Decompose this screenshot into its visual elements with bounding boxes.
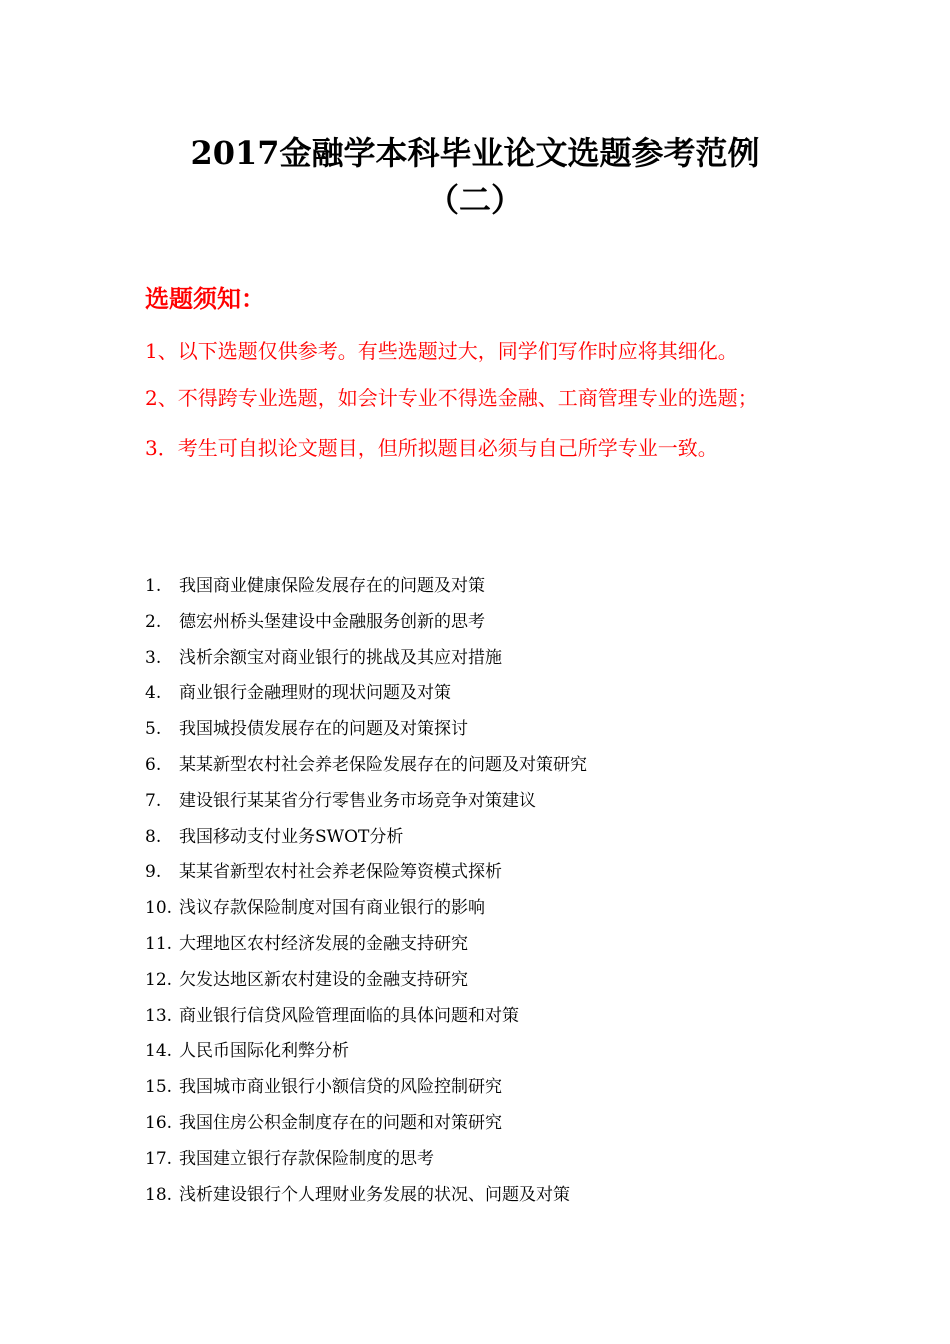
topic-number: 1.: [145, 576, 162, 596]
topic-item: [145, 965, 905, 1001]
topic-number: 6.: [145, 754, 162, 775]
topic-item: [145, 1108, 905, 1144]
topic-number: 13.: [145, 1005, 173, 1026]
notice-item: 3．考生可自拟论文题目，但所拟题目必须与自己所学专业一致。: [145, 436, 718, 460]
topic-text: 某某省新型农村社会养老保险筹资模式探析: [179, 862, 502, 883]
topic-text: 浅议存款保险制度对国有商业银行的影响: [179, 898, 485, 919]
notice-item: 2、不得跨专业选题，如会计专业不得选金融、工商管理专业的选题；: [145, 386, 758, 410]
topic-number: 15.: [145, 1077, 173, 1098]
notice-heading: 选题须知：: [145, 284, 265, 313]
topic-number: 18.: [145, 1184, 173, 1205]
topic-text: 我国移动支付业务SWOT分析: [179, 826, 404, 847]
topic-text: 我国城市商业银行小额信贷的风险控制研究: [179, 1077, 502, 1098]
topic-number: 17.: [145, 1148, 173, 1169]
document-title: 2017金融学本科毕业论文选题参考范例: [190, 134, 760, 172]
topic-item: [145, 678, 905, 714]
topic-item: [145, 1144, 905, 1180]
topic-number: 2.: [145, 611, 162, 632]
topic-text: 德宏州桥头堡建设中金融服务创新的思考: [179, 611, 485, 632]
topic-text: 我国商业健康保险发展存在的问题及对策: [179, 576, 485, 596]
topic-text: 人民币国际化利弊分析: [179, 1041, 349, 1062]
notice-item: 1、以下选题仅供参考。有些选题过大，同学们写作时应将其细化。: [145, 339, 738, 363]
topic-item: [145, 571, 905, 607]
topic-number: 4.: [145, 683, 162, 704]
topic-item: [145, 786, 905, 822]
topic-number: 11.: [145, 933, 173, 954]
topic-number: 5.: [145, 719, 162, 740]
document-subtitle: （二）: [426, 181, 523, 219]
topic-item: [145, 1036, 905, 1072]
topic-text: 商业银行金融理财的现状问题及对策: [179, 683, 451, 704]
topic-text: 建设银行某某省分行零售业务市场竞争对策建议: [179, 790, 536, 811]
topic-text: 浅析建设银行个人理财业务发展的状况、问题及对策: [179, 1184, 570, 1205]
topic-number: 3.: [145, 647, 162, 668]
topic-item: [145, 714, 905, 750]
topic-text: 浅析余额宝对商业银行的挑战及其应对措施: [179, 647, 502, 668]
topic-text: 商业银行信贷风险管理面临的具体问题和对策: [179, 1005, 519, 1026]
topic-text: 大理地区农村经济发展的金融支持研究: [179, 933, 468, 954]
topic-item: [145, 1180, 905, 1216]
topic-text: 我国住房公积金制度存在的问题和对策研究: [179, 1112, 502, 1133]
topic-number: 12.: [145, 969, 173, 990]
topic-number: 16.: [145, 1112, 173, 1133]
topic-text: 我国建立银行存款保险制度的思考: [179, 1148, 434, 1169]
topic-item: [145, 1072, 905, 1108]
topic-item: [145, 750, 905, 786]
topic-item: [145, 607, 905, 643]
topic-item: [145, 822, 905, 858]
topic-text: 欠发达地区新农村建设的金融支持研究: [179, 969, 468, 990]
topic-item: [145, 643, 905, 679]
topic-item: [145, 857, 905, 893]
topic-number: 9.: [145, 862, 162, 883]
topic-number: 10.: [145, 898, 173, 919]
topic-text: 某某新型农村社会养老保险发展存在的问题及对策研究: [179, 754, 587, 775]
topic-number: 7.: [145, 790, 162, 811]
topic-item: [145, 1001, 905, 1037]
topic-number: 14.: [145, 1041, 173, 1062]
topic-list: [145, 571, 905, 1215]
topic-number: 8.: [145, 826, 162, 847]
topic-item: [145, 893, 905, 929]
topic-text: 我国城投债发展存在的问题及对策探讨: [179, 719, 468, 740]
topic-item: [145, 929, 905, 965]
